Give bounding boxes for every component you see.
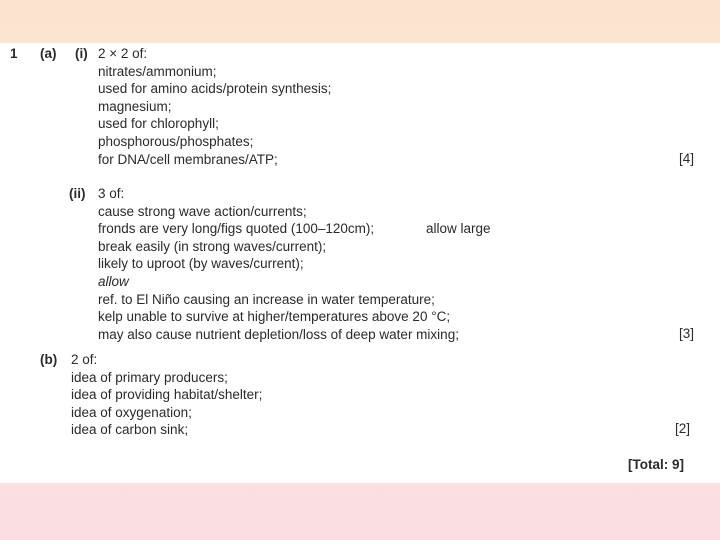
a-ii-line: likely to uproot (by waves/current); [98, 256, 304, 272]
part-a-ii-label: (ii) [69, 186, 86, 201]
b-line: idea of primary producers; [71, 369, 228, 385]
a-ii-note: allow large [426, 221, 491, 237]
a-i-line: phosphorous/phosphates; [98, 134, 254, 149]
a-i-line: used for amino acids/protein synthesis; [98, 81, 332, 97]
b-marks: [2] [675, 421, 691, 436]
part-a-label: (a) [40, 46, 57, 61]
a-ii-line: ref. to El Niño causing an increase in water temperature; [98, 291, 435, 307]
a-ii-line: kelp unable to survive at higher/temperatures above 20 °C; [98, 309, 451, 325]
a-i-line: magnesium; [98, 98, 172, 114]
a-ii-line: fronds are very long/figs quoted (100–120cm); [98, 221, 375, 237]
part-a-i-label: (i) [75, 46, 88, 61]
a-i-line: 2 × 2 of: [98, 46, 148, 61]
a-i-line: nitrates/ammonium; [98, 63, 217, 79]
a-ii-marks: [3] [679, 326, 695, 341]
a-ii-line: may also cause nutrient depletion/loss of deep water mixing; [98, 326, 459, 342]
b-line: 2 of: [71, 352, 98, 367]
a-ii-line: break easily (in strong waves/current); [98, 238, 327, 254]
a-i-marks: [4] [679, 151, 695, 166]
a-ii-line: cause strong wave action/currents; [98, 203, 307, 219]
question-number: 1 [10, 46, 18, 61]
a-i-line: for DNA/cell membranes/ATP; [98, 151, 278, 167]
b-line: idea of providing habitat/shelter; [71, 387, 263, 403]
mark-scheme-page [0, 43, 720, 483]
total-marks: [Total: 9] [628, 457, 684, 472]
a-i-line: used for chlorophyll; [98, 116, 219, 132]
part-b-label: (b) [40, 352, 58, 367]
a-ii-line: 3 of: [98, 186, 125, 201]
a-ii-line-allow: allow [98, 274, 129, 289]
b-line: idea of oxygenation; [71, 404, 192, 420]
b-line: idea of carbon sink; [71, 422, 189, 438]
